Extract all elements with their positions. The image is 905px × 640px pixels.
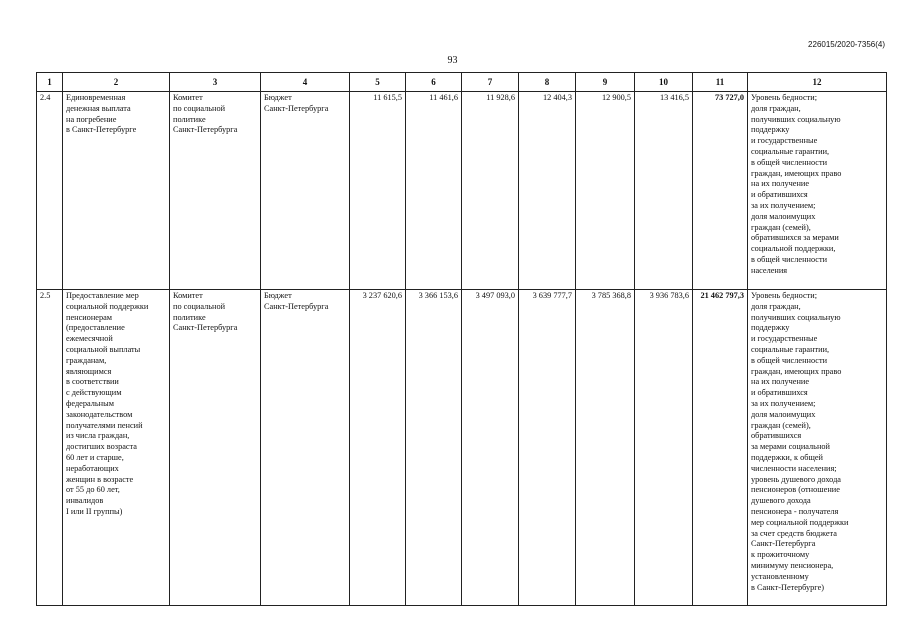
indicators-cell bbox=[748, 92, 887, 290]
text-line: социальные гарантии, bbox=[751, 146, 830, 156]
activity-name-cell bbox=[63, 290, 170, 606]
program-activities-table bbox=[36, 72, 887, 606]
text-line: социальной поддержки, bbox=[751, 244, 836, 254]
text-line: политике bbox=[173, 312, 206, 322]
text-line: на погребение bbox=[66, 114, 117, 124]
text-line: Бюджет bbox=[264, 291, 292, 300]
text-line: населения bbox=[751, 265, 788, 275]
header-col-3: 3 bbox=[170, 73, 261, 92]
text-line: на их получение bbox=[751, 179, 810, 189]
executor-cell bbox=[170, 92, 261, 290]
text-line: получателями пенсий bbox=[66, 420, 143, 430]
table-row bbox=[37, 92, 887, 290]
text-line: и государственные bbox=[751, 136, 818, 146]
text-line: в Санкт-Петербурге) bbox=[751, 582, 825, 592]
text-line: Санкт-Петербурга bbox=[173, 323, 238, 333]
text-line: Санкт-Петербурга bbox=[264, 103, 329, 113]
text-line: мер социальной поддержки bbox=[751, 517, 849, 527]
header-col-8: 8 bbox=[519, 73, 576, 92]
value-cell: 11 928,6 bbox=[462, 92, 519, 290]
text-line: доля малоимущих bbox=[751, 211, 816, 221]
text-line: Комитет bbox=[173, 93, 203, 102]
activity-name-cell bbox=[63, 92, 170, 290]
value-cell: 3 237 620,6 bbox=[350, 290, 406, 606]
text-line: по социальной bbox=[173, 103, 226, 113]
total-cell: 73 727,0 bbox=[693, 92, 748, 290]
text-line: установленному bbox=[751, 571, 809, 581]
text-line: Предоставление мер bbox=[66, 291, 139, 300]
text-line: из числа граждан, bbox=[66, 431, 130, 441]
text-line: к прожиточному bbox=[751, 550, 810, 560]
text-line: гражданам, bbox=[66, 355, 107, 365]
funding-source-cell bbox=[261, 92, 350, 290]
text-line: за счет средств бюджета bbox=[751, 528, 837, 538]
text-line: граждан, имеющих право bbox=[751, 366, 842, 376]
text-line: в соответствии bbox=[66, 377, 119, 387]
text-line: достигших возраста bbox=[66, 442, 137, 452]
text-line: доля малоимущих bbox=[751, 409, 816, 419]
value-cell: 11 615,5 bbox=[350, 92, 406, 290]
header-row bbox=[37, 73, 887, 92]
text-line: федеральным bbox=[66, 398, 114, 408]
text-line: от 55 до 60 лет, bbox=[66, 485, 120, 495]
text-line: поддержки, к общей bbox=[751, 452, 823, 462]
value-cell: 3 785 368,8 bbox=[576, 290, 635, 606]
total-cell: 21 462 797,3 bbox=[693, 290, 748, 606]
text-line: численности населения; bbox=[751, 463, 837, 473]
text-line: социальные гарантии, bbox=[751, 344, 830, 354]
header-col-7: 7 bbox=[462, 73, 519, 92]
text-line: душевого дохода bbox=[751, 496, 811, 506]
text-line: в общей численности bbox=[751, 254, 828, 264]
text-line: I или II группы) bbox=[66, 506, 123, 516]
text-line: пенсионеров (отношение bbox=[751, 485, 840, 495]
value-cell: 12 900,5 bbox=[576, 92, 635, 290]
text-line: законодательством bbox=[66, 409, 133, 419]
text-line: граждан (семей), bbox=[751, 222, 811, 232]
document-registration-number: 226015/2020-7356(4) bbox=[808, 40, 885, 49]
indicators-cell bbox=[748, 290, 887, 606]
executor-cell bbox=[170, 290, 261, 606]
table-row bbox=[37, 290, 887, 606]
header-col-10: 10 bbox=[635, 73, 693, 92]
value-cell: 3 497 093,0 bbox=[462, 290, 519, 606]
text-line: обратившихся за мерами bbox=[751, 233, 839, 243]
text-line: и государственные bbox=[751, 334, 818, 344]
funding-source-cell bbox=[261, 290, 350, 606]
page-number: 93 bbox=[447, 55, 458, 66]
header-col-2: 2 bbox=[63, 73, 170, 92]
value-cell: 11 461,6 bbox=[406, 92, 462, 290]
text-line: по социальной bbox=[173, 301, 226, 311]
text-line: Уровень бедности; bbox=[751, 291, 818, 300]
text-line: обратившихся bbox=[751, 431, 802, 441]
text-line: инвалидов bbox=[66, 496, 104, 506]
text-line: уровень душевого дохода bbox=[751, 474, 841, 484]
text-line: (предоставление bbox=[66, 323, 125, 333]
text-line: за мерами социальной bbox=[751, 442, 830, 452]
text-line: пенсионерам bbox=[66, 312, 113, 322]
row-index: 2.4 bbox=[37, 92, 63, 290]
text-line: за их получением; bbox=[751, 200, 816, 210]
text-line: Санкт-Петербурга bbox=[264, 301, 329, 311]
value-cell: 3 366 153,6 bbox=[406, 290, 462, 606]
text-line: и обратившихся bbox=[751, 388, 808, 398]
row-index: 2.5 bbox=[37, 290, 63, 606]
text-line: поддержку bbox=[751, 323, 790, 333]
value-cell: 13 416,5 bbox=[635, 92, 693, 290]
header-col-9: 9 bbox=[576, 73, 635, 92]
text-line: граждан, имеющих право bbox=[751, 168, 842, 178]
text-line: в Санкт-Петербурге bbox=[66, 125, 137, 135]
header-col-11: 11 bbox=[693, 73, 748, 92]
text-line: Бюджет bbox=[264, 93, 292, 102]
text-line: Санкт-Петербурга bbox=[173, 125, 238, 135]
value-cell: 3 639 777,7 bbox=[519, 290, 576, 606]
text-line: пенсионера - получателя bbox=[751, 506, 839, 516]
text-line: граждан (семей), bbox=[751, 420, 811, 430]
text-line: минимуму пенсионера, bbox=[751, 560, 834, 570]
text-line: на их получение bbox=[751, 377, 810, 387]
text-line: с действующим bbox=[66, 388, 122, 398]
header-col-5: 5 bbox=[350, 73, 406, 92]
text-line: Комитет bbox=[173, 291, 203, 300]
text-line: в общей численности bbox=[751, 157, 828, 167]
text-line: неработающих bbox=[66, 463, 119, 473]
header-col-6: 6 bbox=[406, 73, 462, 92]
text-line: доля граждан, bbox=[751, 301, 801, 311]
text-line: Уровень бедности; bbox=[751, 93, 818, 102]
text-line: социальной выплаты bbox=[66, 344, 141, 354]
value-cell: 3 936 783,6 bbox=[635, 290, 693, 606]
text-line: женщин в возрасте bbox=[66, 474, 134, 484]
text-line: доля граждан, bbox=[751, 103, 801, 113]
text-line: поддержку bbox=[751, 125, 790, 135]
header-col-1: 1 bbox=[37, 73, 63, 92]
text-line: за их получением; bbox=[751, 398, 816, 408]
text-line: политике bbox=[173, 114, 206, 124]
text-line: Санкт-Петербурга bbox=[751, 539, 816, 549]
text-line: получивших социальную bbox=[751, 114, 841, 124]
text-line: ежемесячной bbox=[66, 334, 113, 344]
value-cell: 12 404,3 bbox=[519, 92, 576, 290]
text-line: получивших социальную bbox=[751, 312, 841, 322]
text-line: являющимся bbox=[66, 366, 112, 376]
text-line: в общей численности bbox=[751, 355, 828, 365]
header-col-12: 12 bbox=[748, 73, 887, 92]
text-line: и обратившихся bbox=[751, 190, 808, 200]
text-line: социальной поддержки bbox=[66, 301, 149, 311]
text-line: денежная выплата bbox=[66, 103, 131, 113]
header-col-4: 4 bbox=[261, 73, 350, 92]
text-line: 60 лет и старше, bbox=[66, 452, 124, 462]
text-line: Единовременная bbox=[66, 93, 126, 102]
